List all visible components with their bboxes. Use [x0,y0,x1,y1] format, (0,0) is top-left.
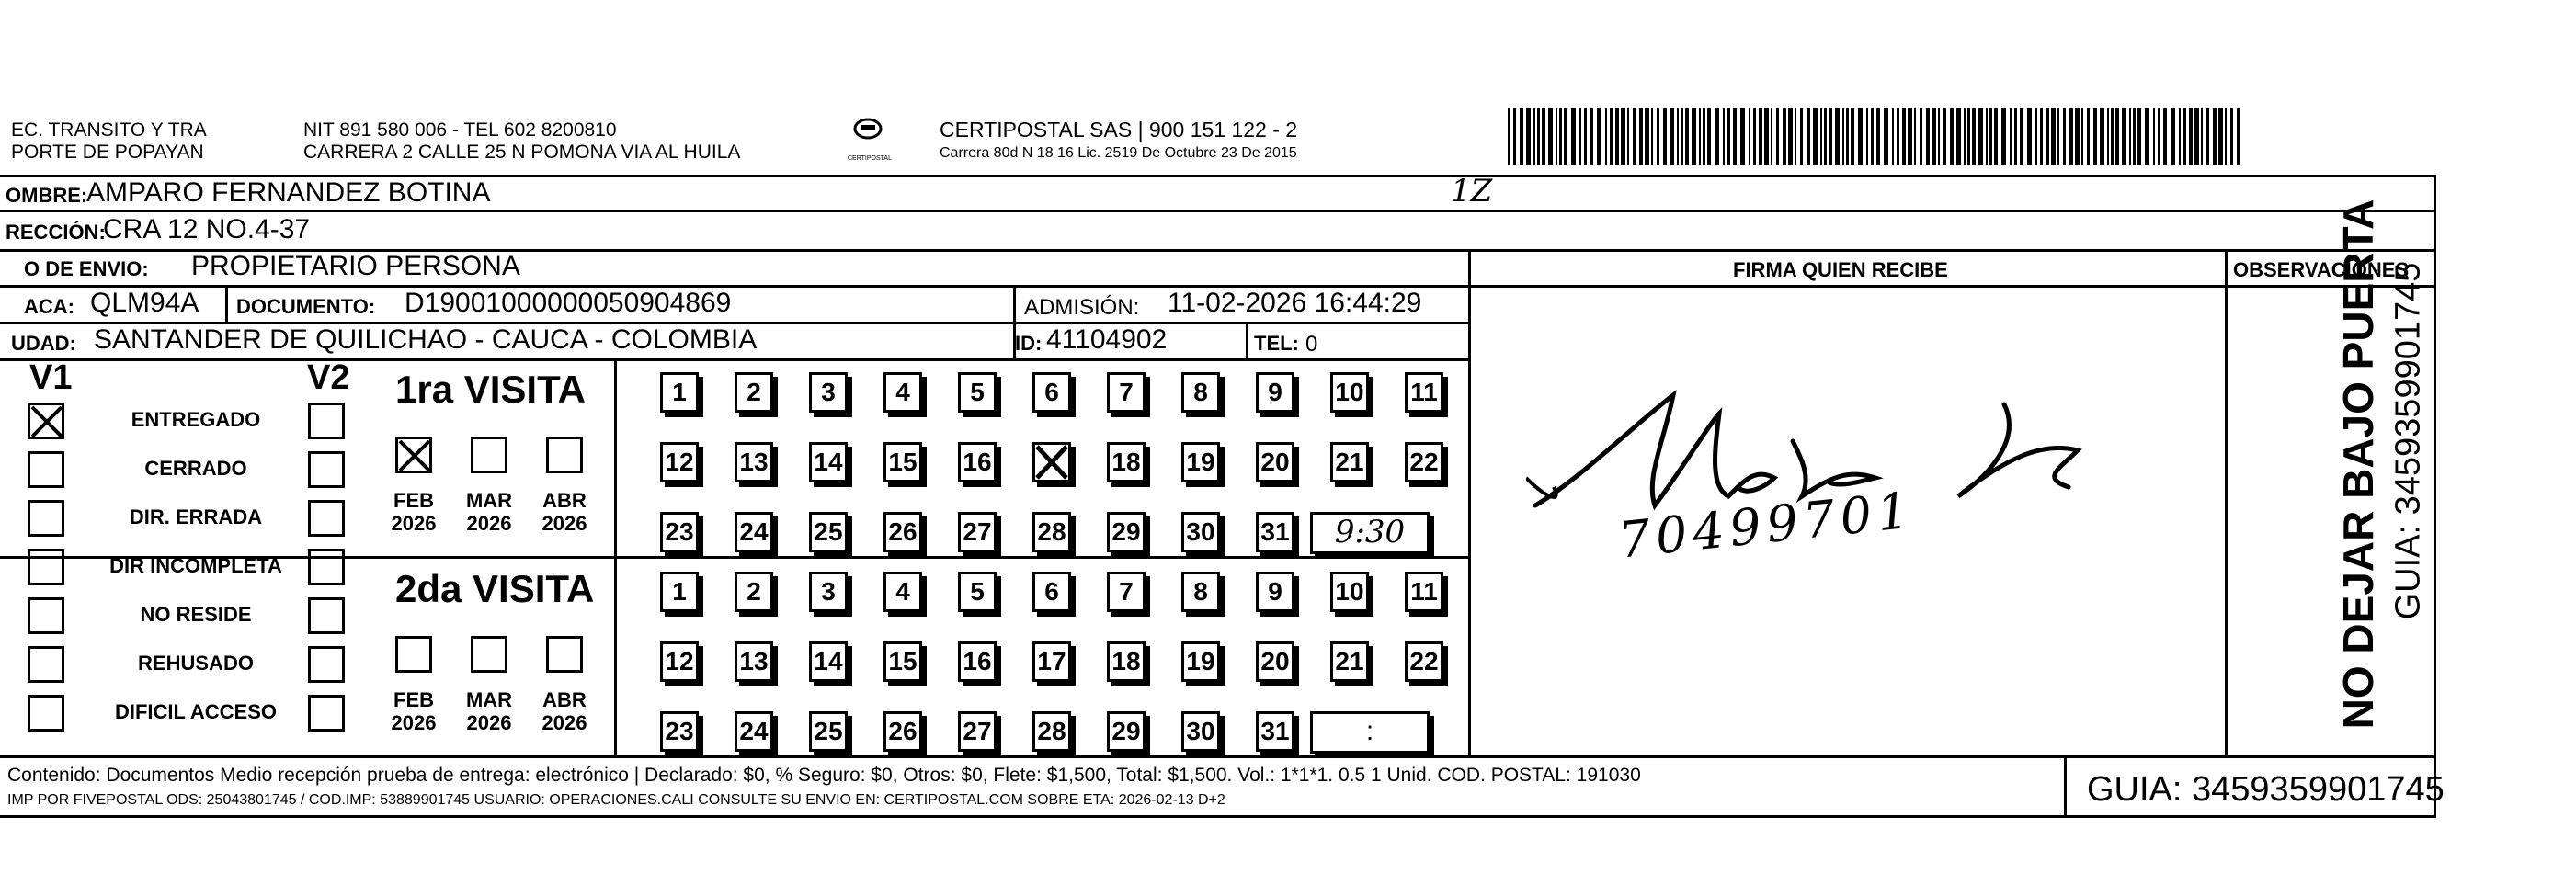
tel-label: TEL: [1254,332,1299,355]
day-box[interactable]: 13 [735,442,773,482]
divider-days [614,358,617,757]
barcode-bar [2035,108,2037,165]
status-option-label: REHUSADO [138,652,254,675]
barcode-bar [2087,108,2090,165]
barcode-bar [2225,108,2227,165]
barcode-bar [2107,108,2109,165]
barcode-bar [1699,108,1701,165]
month-name: MAR [465,688,513,711]
day-box[interactable]: 8 [1181,372,1220,413]
barcode-bar [1807,108,1810,165]
barcode-bar [2171,108,2175,165]
tipo-label: O DE ENVIO: [24,257,149,280]
barcode-bar [2153,108,2155,165]
month-label [539,688,590,734]
v2-checkbox[interactable] [308,549,345,585]
barcode-bar [1884,108,1888,165]
id-value: 41104902 [1046,324,1168,355]
barcode-bar [2051,108,2056,165]
barcode [1508,108,2247,165]
month-checkbox[interactable] [395,437,432,473]
month-checkbox[interactable] [546,636,583,673]
month-checkbox[interactable] [471,437,507,473]
day-box[interactable]: 22 [1405,442,1443,482]
direccion-value: CRA 12 NO.4-37 [103,214,311,244]
nombre-label: OMBRE: [6,184,88,207]
barcode-bar [2057,108,2059,165]
day-box[interactable]: 19 [1181,442,1220,482]
v2-checkbox[interactable] [308,500,345,537]
barcode-bar [2163,108,2167,165]
barcode-bar [1605,108,1607,165]
day-box[interactable]: 16 [958,641,997,682]
day-box[interactable]: 27 [958,512,997,552]
footer-guia: GUIA: 3459359901745 [2087,770,2445,809]
day-box[interactable]: 3 [809,572,848,612]
day-box[interactable]: 10 [1330,372,1369,413]
barcode-bar [1920,108,1922,165]
barcode-bar [1842,108,1844,165]
barcode-bar [2189,108,2193,165]
barcode-bar [2183,108,2186,165]
v2-checkbox[interactable] [308,597,345,634]
sender-nit: NIT 891 580 006 - TEL 602 8200810 [303,119,617,141]
barcode-bar [1858,108,1863,165]
barcode-bar [2122,108,2126,165]
status-option-label: DIR INCOMPLETA [109,554,282,577]
barcode-bar [1897,108,1899,165]
v2-checkbox[interactable] [308,646,345,683]
day-box[interactable]: 25 [809,711,848,752]
sender-name-line2: PORTE DE POPAYAN [11,142,204,163]
barcode-bar [1964,108,1966,165]
barcode-bar [1645,108,1649,165]
barcode-bar [1989,108,1992,165]
v2-label: V2 [307,358,350,397]
courier-license: Carrera 80d N 18 16 Lic. 2519 De Octubre 23 De 2015 [940,145,1297,161]
barcode-bar [1994,108,1998,165]
barcode-bar [1986,108,1988,165]
day-box[interactable]: 5 [958,372,997,413]
barcode-bar [1556,108,1557,165]
barcode-bar [1590,108,1593,165]
day-box[interactable]: 17 [1032,641,1071,682]
divider-placa [225,285,228,322]
v1-checkbox[interactable] [28,646,64,683]
day-box[interactable]: 22 [1405,641,1443,682]
line-under-firma-title [1468,285,2436,288]
barcode-bar [1681,108,1683,165]
barcode-bar [2075,108,2080,165]
status-option-label: ENTREGADO [131,408,261,431]
day-box[interactable]: 1 [660,372,699,413]
barcode-bar [2063,108,2066,165]
ciudad-label: UDAD: [11,332,76,355]
month-checkbox[interactable] [471,636,507,673]
second-visit-title: 2da VISITA [395,567,595,610]
v1-checkbox[interactable] [28,451,64,488]
v2-checkbox[interactable] [308,695,345,732]
month-label [388,688,439,734]
barcode-bar [1967,108,1970,165]
barcode-bar [1740,108,1745,165]
barcode-bar [1733,108,1737,165]
footer-imp: IMP POR FIVEPOSTAL ODS: 25043801745 / COD.IMP: 53889901745 USUARIO: OPERACIONES.CALI CONSULTE SU ENVIO EN: CERTIPOSTAL.COM SOBRE ETA: 2026-02-13 D+2 [7,792,1225,808]
day-box[interactable]: 16 [958,442,997,482]
v2-checkbox[interactable] [308,451,345,488]
barcode-bar [1800,108,1803,165]
tipo-value: PROPIETARIO PERSONA [191,251,520,281]
status-option-label: CERRADO [144,457,247,480]
barcode-bar [1651,108,1653,165]
day-box[interactable]: 8 [1181,572,1220,612]
v1-checkbox[interactable] [28,500,64,537]
day-box[interactable]: 18 [1107,641,1146,682]
day-box[interactable]: 30 [1181,512,1220,552]
sender-name-line1: EC. TRANSITO Y TRA [11,119,207,141]
barcode-bar [1715,108,1719,165]
barcode-bar [2111,108,2114,165]
divider-tel [1246,322,1248,358]
barcode-bar [2027,108,2032,165]
day-box[interactable]: 11 [1405,572,1443,612]
barcode-bar [2237,108,2240,165]
barcode-bar [1703,108,1705,165]
barcode-bar [1820,108,1822,165]
barcode-bar [2040,108,2043,165]
day-box[interactable]: 2 [735,372,773,413]
month-label [463,489,515,535]
footer-content: Contenido: Documentos Medio recepción prueba de entrega: electrónico | Declarado: $0, % Seguro: $0, Otros: $0, Flete: $1,500, Total: $1,500. Vol.: 1*1*1. 0.5 1 Unid. COD. POSTAL: 191030 [7,765,1641,786]
barcode-bar [1914,108,1916,165]
barcode-bar [2230,108,2233,165]
barcode-bar [2145,108,2149,165]
day-box[interactable]: 24 [735,711,773,752]
barcode-bar [1508,108,1510,165]
barcode-bar [1824,108,1827,165]
barcode-bar [1866,108,1868,165]
barcode-bar [1851,108,1854,165]
barcode-bar [2194,108,2199,165]
day-box[interactable]: 23 [660,512,699,552]
barcode-bar [1633,108,1636,165]
barcode-bar [1548,108,1553,165]
barcode-bar [1871,108,1874,165]
month-year: 2026 [541,711,587,734]
barcode-bar [1776,108,1779,165]
month-year: 2026 [391,512,437,535]
barcode-bar [1926,108,1930,165]
courier-logo [844,114,895,165]
day-box[interactable]: 12 [660,641,699,682]
barcode-bar [2046,108,2049,165]
month-name: ABR [542,489,587,512]
frame-right [2434,175,2436,818]
day-box[interactable]: 19 [1181,641,1220,682]
barcode-bar [1707,108,1711,165]
day-box[interactable]: 20 [1256,641,1294,682]
visit-time-box[interactable]: 9:30 [1310,512,1430,554]
barcode-bar [1892,108,1894,165]
barcode-bar [2201,108,2203,165]
divider-footer-guia [2064,755,2067,817]
barcode-bar [1749,108,1750,165]
barcode-bar [1932,108,1936,165]
barcode-bar [2093,108,2097,165]
day-box[interactable]: 3 [809,372,848,413]
barcode-bar [2137,108,2141,165]
visit-time-box[interactable]: : [1310,711,1430,754]
day-box[interactable]: 21 [1330,442,1369,482]
barcode-bar [1520,108,1523,165]
line-after-ciudad [0,358,1471,361]
placa-value: QLM94A [90,288,199,318]
day-box[interactable]: 2 [735,572,773,612]
barcode-bar [1950,108,1954,165]
first-visit-title: 1ra VISITA [395,368,586,411]
day-box[interactable]: 20 [1256,442,1294,482]
day-box[interactable]: 18 [1107,442,1146,482]
barcode-bar [1537,108,1540,165]
barcode-bar [1639,108,1643,165]
tel-value: 0 [1305,332,1318,357]
v2-checkbox[interactable] [308,403,345,439]
barcode-bar [2218,108,2223,165]
admision-label: ADMISIÓN: [1024,295,1140,320]
day-box[interactable]: 26 [883,512,922,552]
firma-title: FIRMA QUIEN RECIBE [1733,258,1948,281]
day-box[interactable]: 27 [958,711,997,752]
barcode-bar [2081,108,2083,165]
month-label [539,489,590,535]
barcode-bar [1685,108,1689,165]
day-box[interactable]: 14 [809,641,848,682]
barcode-bar [1956,108,1961,165]
day-box[interactable]: 30 [1181,711,1220,752]
barcode-bar [1533,108,1535,165]
day-box[interactable]: 28 [1032,512,1071,552]
barcode-bar [1670,108,1674,165]
barcode-bar [2001,108,2006,165]
admision-value: 11-02-2026 16:44:29 [1168,288,1422,318]
divider-observaciones [2225,249,2228,757]
barcode-bar [2100,108,2104,165]
day-box[interactable]: 29 [1107,512,1146,552]
day-box[interactable]: 4 [883,572,922,612]
month-year: 2026 [391,711,437,734]
barcode-bar [2010,108,2012,165]
day-box[interactable]: 7 [1107,372,1146,413]
month-name: FEB [393,489,434,512]
frame-bottom [0,815,2436,818]
side-guia: GUIA: 3459359901745 [2388,262,2428,620]
v1-checkbox[interactable] [28,597,64,634]
month-name: FEB [393,688,434,711]
barcode-bar [1584,108,1587,165]
month-checkbox[interactable] [546,437,583,473]
day-box[interactable]: 13 [735,641,773,682]
barcode-bar [1627,108,1629,165]
handwritten-mark: 1Z [1451,173,1493,210]
v1-checkbox[interactable] [28,695,64,732]
day-box[interactable]: 21 [1330,641,1369,682]
barcode-bar [1657,108,1659,165]
barcode-bar [1943,108,1946,165]
ciudad-value: SANTANDER DE QUILICHAO - CAUCA - COLOMBIA [94,324,758,355]
barcode-bar [1972,108,1976,165]
barcode-bar [1788,108,1793,165]
day-box[interactable]: 6 [1032,372,1071,413]
barcode-bar [1835,108,1840,165]
status-option-label: NO RESIDE [140,603,252,626]
barcode-bar [1908,108,1912,165]
barcode-bar [1579,108,1581,165]
day-box[interactable]: 11 [1405,372,1443,413]
barcode-bar [1526,108,1531,165]
day-box[interactable]: 4 [883,372,922,413]
barcode-bar [2115,108,2119,165]
barcode-bar [2129,108,2131,165]
barcode-bar [2014,108,2017,165]
barcode-bar [1727,108,1730,165]
documento-label: DOCUMENTO: [236,295,376,318]
side-warning: NO DEJAR BAJO PUERTA [2334,199,2382,730]
day-box[interactable]: 29 [1107,711,1146,752]
barcode-bar [1692,108,1696,165]
direccion-label: RECCIÓN: [6,221,106,244]
line-after-nombre [0,210,2436,212]
day-box[interactable]: 9 [1256,372,1294,413]
placa-label: ACA: [24,295,74,318]
barcode-bar [2206,108,2209,165]
day-box[interactable]: 1 [660,572,699,612]
day-box[interactable]: 5 [958,572,997,612]
v1-label: V1 [29,358,73,397]
barcode-bar [1876,108,1880,165]
barcode-bar [1663,108,1667,165]
id-label: ID: [1015,332,1043,355]
barcode-bar [1813,108,1818,165]
barcode-bar [1846,108,1849,165]
barcode-bar [1795,108,1796,165]
nombre-value: AMPARO FERNANDEZ BOTINA [86,177,491,208]
barcode-bar [1542,108,1545,165]
barcode-bar [1571,108,1576,165]
day-box[interactable]: 15 [883,641,922,682]
barcode-bar [1902,108,1906,165]
courier-name: CERTIPOSTAL SAS | 900 151 122 - 2 [940,118,1298,142]
v1-checkbox[interactable] [28,403,64,439]
month-label [463,688,515,734]
barcode-bar [1978,108,1983,165]
documento-value: D19001000000050904869 [405,288,732,318]
barcode-bar [1783,108,1786,165]
day-box[interactable]: 14 [809,442,848,482]
barcode-bar [1771,108,1772,165]
day-box[interactable]: 15 [883,442,922,482]
barcode-bar [1610,108,1613,165]
barcode-bar [2213,108,2217,165]
barcode-bar [1677,108,1679,165]
barcode-bar [1753,108,1756,165]
barcode-bar [1764,108,1769,165]
barcode-bar [1621,108,1625,165]
courier-logo-text: CERTIPOSTAL [848,155,892,162]
barcode-bar [2158,108,2160,165]
month-year: 2026 [466,711,512,734]
day-box[interactable]: 24 [735,512,773,552]
day-box[interactable]: 12 [660,442,699,482]
month-checkbox[interactable] [395,636,432,673]
month-label [388,489,439,535]
barcode-bar [1559,108,1562,165]
month-name: MAR [465,489,513,512]
divider-signature-left [1468,249,1471,757]
day-box[interactable]: 31 [1256,512,1294,552]
frame-bottom-main [0,755,2436,758]
barcode-bar [2069,108,2073,165]
status-option-label: DIR. ERRADA [129,505,263,528]
barcode-bar [1723,108,1725,165]
day-box[interactable]: 6 [1032,572,1071,612]
day-box[interactable]: 28 [1032,711,1071,752]
day-box[interactable]: 23 [660,711,699,752]
day-box-checked[interactable] [1032,442,1071,482]
observaciones-title: OBSERVACIONES [2233,258,2410,281]
status-option-label: DIFICIL ACCESO [114,700,277,723]
barcode-bar [1759,108,1762,165]
barcode-bar [2133,108,2136,165]
sender-address: CARRERA 2 CALLE 25 N POMONA VIA AL HUILA [303,142,741,163]
barcode-bar [1513,108,1516,165]
barcode-bar [1615,108,1619,165]
day-box[interactable]: 25 [809,512,848,552]
month-year: 2026 [466,512,512,535]
barcode-bar [1597,108,1601,165]
v1-checkbox[interactable] [28,549,64,585]
day-box[interactable]: 10 [1330,572,1369,612]
barcode-bar [1938,108,1940,165]
day-box[interactable]: 31 [1256,711,1294,752]
barcode-bar [2020,108,2023,165]
barcode-bar [1829,108,1832,165]
day-box[interactable]: 7 [1107,572,1146,612]
handwritten-id-number: 70499701 [1615,481,1918,570]
month-name: ABR [542,688,587,711]
barcode-bar [2179,108,2181,165]
barcode-bar [1564,108,1567,165]
day-box[interactable]: 26 [883,711,922,752]
day-box[interactable]: 9 [1256,572,1294,612]
month-year: 2026 [541,512,587,535]
